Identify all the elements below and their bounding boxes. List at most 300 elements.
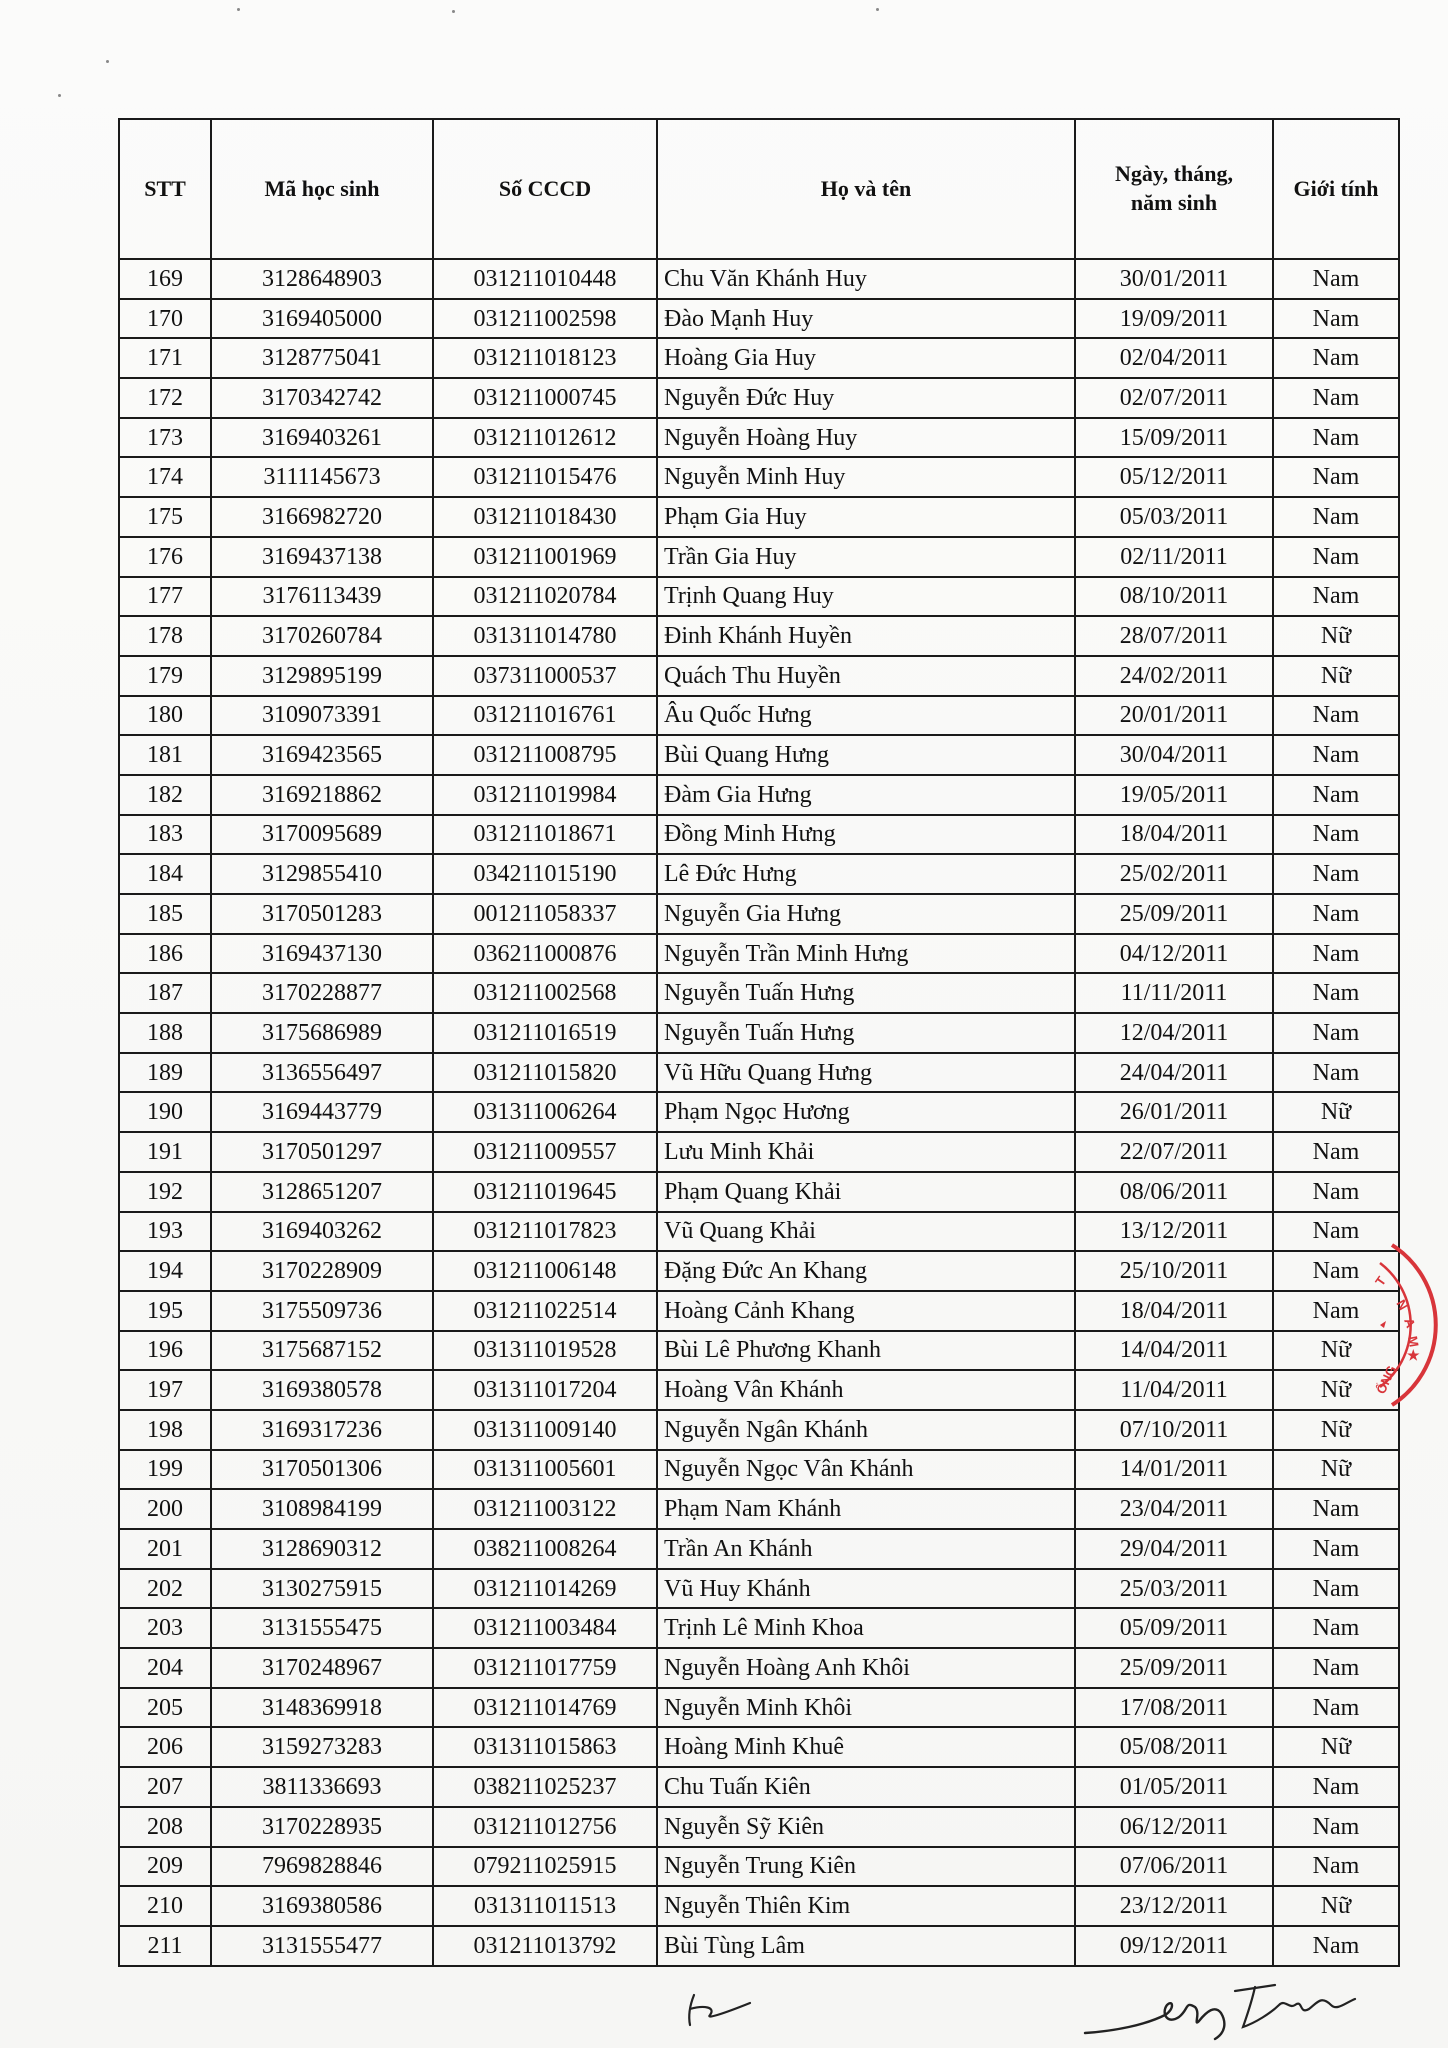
table-row xyxy=(119,1727,1399,1767)
row-student-code-cell: 7969828846 xyxy=(211,1847,433,1887)
table-row xyxy=(119,616,1399,656)
header-id-number: Số CCCD xyxy=(433,119,657,259)
row-gender-cell: Nam xyxy=(1273,338,1399,378)
row-student-code-cell: 3128690312 xyxy=(211,1529,433,1569)
row-date-of-birth-cell: 25/02/2011 xyxy=(1075,854,1273,894)
table-row xyxy=(119,1450,1399,1490)
row-gender-cell: Nữ xyxy=(1273,1886,1399,1926)
row-full-name-cell: Nguyễn Thiên Kim xyxy=(657,1886,1075,1926)
row-full-name-cell: Trần Gia Huy xyxy=(657,537,1075,577)
row-id-number-cell: 031211017823 xyxy=(433,1212,657,1252)
row-id-number-cell: 031311019528 xyxy=(433,1331,657,1371)
row-date-of-birth-cell: 22/07/2011 xyxy=(1075,1132,1273,1172)
row-gender-cell: Nam xyxy=(1273,1291,1399,1331)
row-stt-cell: 171 xyxy=(119,338,211,378)
row-gender-cell: Nữ xyxy=(1273,1331,1399,1371)
row-date-of-birth-cell: 01/05/2011 xyxy=(1075,1767,1273,1807)
row-date-of-birth-cell: 05/09/2011 xyxy=(1075,1608,1273,1648)
row-student-code-cell: 3175509736 xyxy=(211,1291,433,1331)
table-row xyxy=(119,378,1399,418)
row-student-code-cell: 3169437138 xyxy=(211,537,433,577)
row-id-number-cell: 031211017759 xyxy=(433,1648,657,1688)
row-id-number-cell: 031211022514 xyxy=(433,1291,657,1331)
row-date-of-birth-cell: 09/12/2011 xyxy=(1075,1926,1273,1966)
row-gender-cell: Nam xyxy=(1273,537,1399,577)
row-id-number-cell: 031211019984 xyxy=(433,775,657,815)
row-student-code-cell: 3169443779 xyxy=(211,1092,433,1132)
row-stt-cell: 179 xyxy=(119,656,211,696)
row-student-code-cell: 3175687152 xyxy=(211,1331,433,1371)
table-row xyxy=(119,577,1399,617)
row-stt-cell: 211 xyxy=(119,1926,211,1966)
row-student-code-cell: 3176113439 xyxy=(211,577,433,617)
row-stt-cell: 205 xyxy=(119,1688,211,1728)
row-stt-cell: 183 xyxy=(119,815,211,855)
row-date-of-birth-cell: 05/12/2011 xyxy=(1075,457,1273,497)
table-row xyxy=(119,1172,1399,1212)
row-gender-cell: Nữ xyxy=(1273,1727,1399,1767)
row-full-name-cell: Nguyễn Tuấn Hưng xyxy=(657,1013,1075,1053)
row-gender-cell: Nam xyxy=(1273,934,1399,974)
row-gender-cell: Nam xyxy=(1273,1688,1399,1728)
row-stt-cell: 173 xyxy=(119,418,211,458)
row-id-number-cell: 031211002568 xyxy=(433,973,657,1013)
row-student-code-cell: 3170228935 xyxy=(211,1807,433,1847)
row-stt-cell: 176 xyxy=(119,537,211,577)
row-full-name-cell: Âu Quốc Hưng xyxy=(657,696,1075,736)
header-date-of-birth: Ngày, tháng, năm sinh xyxy=(1075,119,1273,259)
row-gender-cell: Nam xyxy=(1273,1132,1399,1172)
row-student-code-cell: 3169423565 xyxy=(211,735,433,775)
row-stt-cell: 207 xyxy=(119,1767,211,1807)
row-student-code-cell: 3136556497 xyxy=(211,1053,433,1093)
row-id-number-cell: 031311011513 xyxy=(433,1886,657,1926)
table-row xyxy=(119,815,1399,855)
row-stt-cell: 206 xyxy=(119,1727,211,1767)
row-full-name-cell: Bùi Tùng Lâm xyxy=(657,1926,1075,1966)
row-date-of-birth-cell: 28/07/2011 xyxy=(1075,616,1273,656)
row-full-name-cell: Nguyễn Ngọc Vân Khánh xyxy=(657,1450,1075,1490)
row-date-of-birth-cell: 07/06/2011 xyxy=(1075,1847,1273,1887)
row-student-code-cell: 3169437130 xyxy=(211,934,433,974)
row-date-of-birth-cell: 25/10/2011 xyxy=(1075,1251,1273,1291)
scan-speck xyxy=(106,60,109,63)
row-gender-cell: Nam xyxy=(1273,894,1399,934)
row-student-code-cell: 3170501297 xyxy=(211,1132,433,1172)
scan-speck xyxy=(452,10,455,13)
row-id-number-cell: 031211018430 xyxy=(433,497,657,537)
svg-text:A: A xyxy=(1401,1315,1419,1330)
row-student-code-cell: 3129855410 xyxy=(211,854,433,894)
row-full-name-cell: Nguyễn Trần Minh Hưng xyxy=(657,934,1075,974)
row-gender-cell: Nam xyxy=(1273,1926,1399,1966)
row-stt-cell: 174 xyxy=(119,457,211,497)
row-gender-cell: Nam xyxy=(1273,775,1399,815)
row-date-of-birth-cell: 19/05/2011 xyxy=(1075,775,1273,815)
row-stt-cell: 186 xyxy=(119,934,211,974)
row-date-of-birth-cell: 30/04/2011 xyxy=(1075,735,1273,775)
table-row xyxy=(119,1370,1399,1410)
row-date-of-birth-cell: 24/02/2011 xyxy=(1075,656,1273,696)
table-row xyxy=(119,338,1399,378)
row-full-name-cell: Hoàng Vân Khánh xyxy=(657,1370,1075,1410)
row-full-name-cell: Phạm Nam Khánh xyxy=(657,1489,1075,1529)
table-row xyxy=(119,854,1399,894)
row-date-of-birth-cell: 19/09/2011 xyxy=(1075,299,1273,339)
row-gender-cell: Nam xyxy=(1273,1648,1399,1688)
row-gender-cell: Nam xyxy=(1273,1251,1399,1291)
row-gender-cell: Nam xyxy=(1273,1767,1399,1807)
row-id-number-cell: 031211002598 xyxy=(433,299,657,339)
svg-text:ỐNG: ỐNG xyxy=(1373,1363,1400,1397)
row-student-code-cell: 3170342742 xyxy=(211,378,433,418)
row-gender-cell: Nam xyxy=(1273,457,1399,497)
row-student-code-cell: 3170501283 xyxy=(211,894,433,934)
row-date-of-birth-cell: 08/06/2011 xyxy=(1075,1172,1273,1212)
row-student-code-cell: 3130275915 xyxy=(211,1569,433,1609)
row-id-number-cell: 031211008795 xyxy=(433,735,657,775)
row-full-name-cell: Nguyễn Trung Kiên xyxy=(657,1847,1075,1887)
row-id-number-cell: 031211012612 xyxy=(433,418,657,458)
row-full-name-cell: Quách Thu Huyền xyxy=(657,656,1075,696)
row-stt-cell: 178 xyxy=(119,616,211,656)
table-row xyxy=(119,1251,1399,1291)
row-id-number-cell: 031211016761 xyxy=(433,696,657,736)
row-date-of-birth-cell: 29/04/2011 xyxy=(1075,1529,1273,1569)
row-gender-cell: Nam xyxy=(1273,1489,1399,1529)
row-date-of-birth-cell: 20/01/2011 xyxy=(1075,696,1273,736)
table-row xyxy=(119,1569,1399,1609)
row-date-of-birth-cell: 23/04/2011 xyxy=(1075,1489,1273,1529)
row-date-of-birth-cell: 13/12/2011 xyxy=(1075,1212,1273,1252)
row-full-name-cell: Hoàng Gia Huy xyxy=(657,338,1075,378)
row-id-number-cell: 031211001969 xyxy=(433,537,657,577)
row-id-number-cell: 031211015820 xyxy=(433,1053,657,1093)
row-stt-cell: 203 xyxy=(119,1608,211,1648)
row-full-name-cell: Vũ Hữu Quang Hưng xyxy=(657,1053,1075,1093)
row-date-of-birth-cell: 18/04/2011 xyxy=(1075,815,1273,855)
row-id-number-cell: 079211025915 xyxy=(433,1847,657,1887)
row-full-name-cell: Nguyễn Hoàng Anh Khôi xyxy=(657,1648,1075,1688)
row-gender-cell: Nam xyxy=(1273,1807,1399,1847)
row-student-code-cell: 3111145673 xyxy=(211,457,433,497)
row-id-number-cell: 031211014769 xyxy=(433,1688,657,1728)
header-gender: Giới tính xyxy=(1273,119,1399,259)
row-date-of-birth-cell: 14/04/2011 xyxy=(1075,1331,1273,1371)
row-gender-cell: Nam xyxy=(1273,854,1399,894)
row-stt-cell: 191 xyxy=(119,1132,211,1172)
row-date-of-birth-cell: 23/12/2011 xyxy=(1075,1886,1273,1926)
row-full-name-cell: Chu Văn Khánh Huy xyxy=(657,259,1075,299)
table-body xyxy=(119,259,1399,1966)
row-stt-cell: 196 xyxy=(119,1331,211,1371)
row-gender-cell: Nữ xyxy=(1273,616,1399,656)
row-student-code-cell: 3131555477 xyxy=(211,1926,433,1966)
table-row xyxy=(119,1092,1399,1132)
row-student-code-cell: 3169317236 xyxy=(211,1410,433,1450)
row-gender-cell: Nữ xyxy=(1273,656,1399,696)
row-stt-cell: 188 xyxy=(119,1013,211,1053)
row-id-number-cell: 031311006264 xyxy=(433,1092,657,1132)
row-full-name-cell: Nguyễn Sỹ Kiên xyxy=(657,1807,1075,1847)
row-student-code-cell: 3170228909 xyxy=(211,1251,433,1291)
row-full-name-cell: Nguyễn Tuấn Hưng xyxy=(657,973,1075,1013)
row-date-of-birth-cell: 11/11/2011 xyxy=(1075,973,1273,1013)
row-stt-cell: 175 xyxy=(119,497,211,537)
table-row xyxy=(119,457,1399,497)
row-date-of-birth-cell: 25/09/2011 xyxy=(1075,894,1273,934)
row-date-of-birth-cell: 02/11/2011 xyxy=(1075,537,1273,577)
row-stt-cell: 210 xyxy=(119,1886,211,1926)
row-stt-cell: 201 xyxy=(119,1529,211,1569)
row-student-code-cell: 3131555475 xyxy=(211,1608,433,1648)
row-full-name-cell: Trịnh Lê Minh Khoa xyxy=(657,1608,1075,1648)
row-full-name-cell: Đồng Minh Hưng xyxy=(657,815,1075,855)
table-row xyxy=(119,1529,1399,1569)
row-full-name-cell: Hoàng Cảnh Khang xyxy=(657,1291,1075,1331)
row-student-code-cell: 3148369918 xyxy=(211,1688,433,1728)
row-id-number-cell: 034211015190 xyxy=(433,854,657,894)
row-gender-cell: Nam xyxy=(1273,1212,1399,1252)
row-stt-cell: 189 xyxy=(119,1053,211,1093)
row-gender-cell: Nữ xyxy=(1273,1410,1399,1450)
row-stt-cell: 208 xyxy=(119,1807,211,1847)
table-row xyxy=(119,973,1399,1013)
row-student-code-cell: 3159273283 xyxy=(211,1727,433,1767)
row-full-name-cell: Phạm Quang Khải xyxy=(657,1172,1075,1212)
row-gender-cell: Nữ xyxy=(1273,1370,1399,1410)
row-gender-cell: Nam xyxy=(1273,418,1399,458)
table-row xyxy=(119,1212,1399,1252)
table-row xyxy=(119,1608,1399,1648)
row-gender-cell: Nam xyxy=(1273,1172,1399,1212)
row-date-of-birth-cell: 14/01/2011 xyxy=(1075,1450,1273,1490)
row-stt-cell: 195 xyxy=(119,1291,211,1331)
table-row xyxy=(119,1291,1399,1331)
table-row xyxy=(119,497,1399,537)
table-row xyxy=(119,1926,1399,1966)
row-id-number-cell: 031211013792 xyxy=(433,1926,657,1966)
row-date-of-birth-cell: 04/12/2011 xyxy=(1075,934,1273,974)
row-student-code-cell: 3169380578 xyxy=(211,1370,433,1410)
table-row xyxy=(119,894,1399,934)
row-id-number-cell: 031211015476 xyxy=(433,457,657,497)
row-id-number-cell: 031211003122 xyxy=(433,1489,657,1529)
row-student-code-cell: 3170095689 xyxy=(211,815,433,855)
row-stt-cell: 182 xyxy=(119,775,211,815)
row-full-name-cell: Đặng Đức An Khang xyxy=(657,1251,1075,1291)
row-full-name-cell: Hoàng Minh Khuê xyxy=(657,1727,1075,1767)
row-date-of-birth-cell: 15/09/2011 xyxy=(1075,418,1273,458)
row-gender-cell: Nam xyxy=(1273,1013,1399,1053)
scan-speck xyxy=(876,8,879,11)
row-stt-cell: 172 xyxy=(119,378,211,418)
row-id-number-cell: 031211003484 xyxy=(433,1608,657,1648)
row-id-number-cell: 031311005601 xyxy=(433,1450,657,1490)
row-full-name-cell: Vũ Huy Khánh xyxy=(657,1569,1075,1609)
table-row xyxy=(119,1331,1399,1371)
table-row xyxy=(119,1489,1399,1529)
row-date-of-birth-cell: 11/04/2011 xyxy=(1075,1370,1273,1410)
row-full-name-cell: Nguyễn Gia Hưng xyxy=(657,894,1075,934)
row-stt-cell: 197 xyxy=(119,1370,211,1410)
row-id-number-cell: 038211025237 xyxy=(433,1767,657,1807)
svg-text:M: M xyxy=(1405,1334,1422,1349)
table-row xyxy=(119,1410,1399,1450)
row-stt-cell: 192 xyxy=(119,1172,211,1212)
row-gender-cell: Nam xyxy=(1273,1569,1399,1609)
table-row xyxy=(119,299,1399,339)
table-row xyxy=(119,1688,1399,1728)
table-row xyxy=(119,1013,1399,1053)
row-full-name-cell: Nguyễn Minh Huy xyxy=(657,457,1075,497)
row-stt-cell: 204 xyxy=(119,1648,211,1688)
row-id-number-cell: 031311014780 xyxy=(433,616,657,656)
table-row xyxy=(119,537,1399,577)
row-id-number-cell: 031211019645 xyxy=(433,1172,657,1212)
row-full-name-cell: Nguyễn Minh Khôi xyxy=(657,1688,1075,1728)
row-gender-cell: Nam xyxy=(1273,259,1399,299)
handwritten-initial xyxy=(680,1985,790,2035)
row-id-number-cell: 031211000745 xyxy=(433,378,657,418)
row-full-name-cell: Lưu Minh Khải xyxy=(657,1132,1075,1172)
row-full-name-cell: Nguyễn Đức Huy xyxy=(657,378,1075,418)
row-gender-cell: Nam xyxy=(1273,497,1399,537)
row-student-code-cell: 3170248967 xyxy=(211,1648,433,1688)
row-full-name-cell: Đào Mạnh Huy xyxy=(657,299,1075,339)
row-id-number-cell: 001211058337 xyxy=(433,894,657,934)
row-student-code-cell: 3169403262 xyxy=(211,1212,433,1252)
scan-speck xyxy=(237,8,240,11)
row-full-name-cell: Chu Tuấn Kiên xyxy=(657,1767,1075,1807)
row-gender-cell: Nam xyxy=(1273,1529,1399,1569)
row-id-number-cell: 031311017204 xyxy=(433,1370,657,1410)
row-id-number-cell: 031211016519 xyxy=(433,1013,657,1053)
row-stt-cell: 190 xyxy=(119,1092,211,1132)
row-id-number-cell: 031211006148 xyxy=(433,1251,657,1291)
table-row xyxy=(119,1847,1399,1887)
row-gender-cell: Nam xyxy=(1273,378,1399,418)
row-stt-cell: 170 xyxy=(119,299,211,339)
row-stt-cell: 169 xyxy=(119,259,211,299)
row-date-of-birth-cell: 06/12/2011 xyxy=(1075,1807,1273,1847)
row-stt-cell: 209 xyxy=(119,1847,211,1887)
row-date-of-birth-cell: 17/08/2011 xyxy=(1075,1688,1273,1728)
row-student-code-cell: 3109073391 xyxy=(211,696,433,736)
row-stt-cell: 202 xyxy=(119,1569,211,1609)
row-full-name-cell: Nguyễn Hoàng Huy xyxy=(657,418,1075,458)
row-student-code-cell: 3108984199 xyxy=(211,1489,433,1529)
row-stt-cell: 177 xyxy=(119,577,211,617)
row-stt-cell: 193 xyxy=(119,1212,211,1252)
svg-text:N: N xyxy=(1393,1297,1412,1313)
row-id-number-cell: 031211018123 xyxy=(433,338,657,378)
row-student-code-cell: 3170228877 xyxy=(211,973,433,1013)
row-date-of-birth-cell: 05/08/2011 xyxy=(1075,1727,1273,1767)
row-student-code-cell: 3129895199 xyxy=(211,656,433,696)
row-id-number-cell: 037311000537 xyxy=(433,656,657,696)
row-gender-cell: Nam xyxy=(1273,299,1399,339)
row-student-code-cell: 3169403261 xyxy=(211,418,433,458)
row-gender-cell: Nữ xyxy=(1273,1450,1399,1490)
row-full-name-cell: Bùi Quang Hưng xyxy=(657,735,1075,775)
table-row xyxy=(119,934,1399,974)
table-row xyxy=(119,656,1399,696)
row-full-name-cell: Trịnh Quang Huy xyxy=(657,577,1075,617)
row-gender-cell: Nam xyxy=(1273,1053,1399,1093)
row-student-code-cell: 3169405000 xyxy=(211,299,433,339)
row-student-code-cell: 3169380586 xyxy=(211,1886,433,1926)
row-date-of-birth-cell: 25/09/2011 xyxy=(1075,1648,1273,1688)
header-full-name: Họ và tên xyxy=(657,119,1075,259)
table-row xyxy=(119,1132,1399,1172)
svg-text:★: ★ xyxy=(1407,1347,1420,1363)
row-student-code-cell: 3128651207 xyxy=(211,1172,433,1212)
row-gender-cell: Nam xyxy=(1273,577,1399,617)
row-student-code-cell: 3166982720 xyxy=(211,497,433,537)
row-student-code-cell: 3169218862 xyxy=(211,775,433,815)
row-gender-cell: Nam xyxy=(1273,1608,1399,1648)
row-date-of-birth-cell: 05/03/2011 xyxy=(1075,497,1273,537)
table-row xyxy=(119,696,1399,736)
row-gender-cell: Nữ xyxy=(1273,1092,1399,1132)
table-header-row xyxy=(119,119,1399,259)
row-full-name-cell: Phạm Gia Huy xyxy=(657,497,1075,537)
row-stt-cell: 199 xyxy=(119,1450,211,1490)
header-student-code: Mã học sinh xyxy=(211,119,433,259)
handwritten-signature xyxy=(1075,1965,1415,2045)
row-full-name-cell: Đinh Khánh Huyền xyxy=(657,616,1075,656)
row-stt-cell: 181 xyxy=(119,735,211,775)
row-date-of-birth-cell: 07/10/2011 xyxy=(1075,1410,1273,1450)
row-full-name-cell: Trần An Khánh xyxy=(657,1529,1075,1569)
table-row xyxy=(119,1886,1399,1926)
row-full-name-cell: Phạm Ngọc Hương xyxy=(657,1092,1075,1132)
row-student-code-cell: 3128775041 xyxy=(211,338,433,378)
row-stt-cell: 194 xyxy=(119,1251,211,1291)
row-gender-cell: Nam xyxy=(1273,696,1399,736)
row-stt-cell: 184 xyxy=(119,854,211,894)
row-student-code-cell: 3175686989 xyxy=(211,1013,433,1053)
row-student-code-cell: 3811336693 xyxy=(211,1767,433,1807)
table-row xyxy=(119,418,1399,458)
row-id-number-cell: 031211014269 xyxy=(433,1569,657,1609)
row-stt-cell: 198 xyxy=(119,1410,211,1450)
row-gender-cell: Nam xyxy=(1273,735,1399,775)
row-student-code-cell: 3128648903 xyxy=(211,259,433,299)
student-roster-table xyxy=(118,118,1400,1967)
row-id-number-cell: 031211010448 xyxy=(433,259,657,299)
row-id-number-cell: 031211012756 xyxy=(433,1807,657,1847)
row-id-number-cell: 038211008264 xyxy=(433,1529,657,1569)
row-student-code-cell: 3170260784 xyxy=(211,616,433,656)
row-full-name-cell: Lê Đức Hưng xyxy=(657,854,1075,894)
row-id-number-cell: 031311009140 xyxy=(433,1410,657,1450)
scan-speck xyxy=(58,94,61,97)
row-date-of-birth-cell: 30/01/2011 xyxy=(1075,259,1273,299)
row-full-name-cell: Đàm Gia Hưng xyxy=(657,775,1075,815)
row-stt-cell: 187 xyxy=(119,973,211,1013)
svg-text:T: T xyxy=(1372,1273,1390,1289)
table-row xyxy=(119,1807,1399,1847)
row-id-number-cell: 031211018671 xyxy=(433,815,657,855)
row-stt-cell: 200 xyxy=(119,1489,211,1529)
table-row xyxy=(119,735,1399,775)
row-stt-cell: 185 xyxy=(119,894,211,934)
row-date-of-birth-cell: 12/04/2011 xyxy=(1075,1013,1273,1053)
row-date-of-birth-cell: 18/04/2011 xyxy=(1075,1291,1273,1331)
row-date-of-birth-cell: 25/03/2011 xyxy=(1075,1569,1273,1609)
